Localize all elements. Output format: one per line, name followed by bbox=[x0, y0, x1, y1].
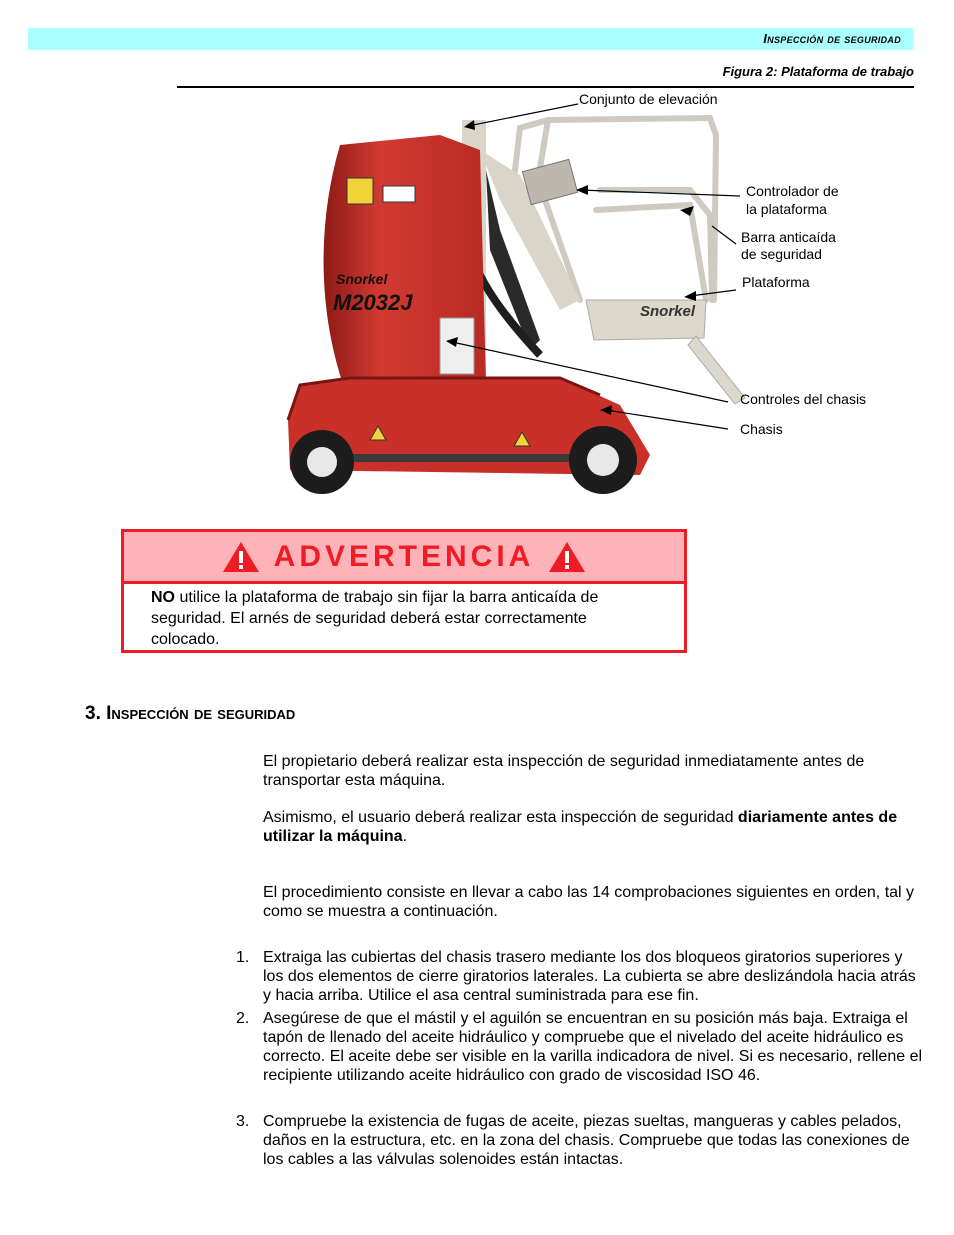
list-text: Extraiga las cubiertas del chasis trasero mediante los dos bloqueos giratorios superiores y los dos elementos de cierre giratorios laterales. La cubierta se abre deslizándola hacia atrás y hacia arriba. Utilice el asa central suministrada para ese fin. bbox=[263, 949, 916, 1004]
warning-body: utilice la plataforma de trabajo sin fijar la barra anticaída de seguridad. El arnés de seguridad deberá estar correctamente colocado. bbox=[151, 589, 599, 648]
running-header: Inspección de seguridad bbox=[763, 31, 901, 46]
section-title: 3. Inspección de seguridad bbox=[85, 703, 296, 724]
label-controller-line1: Controlador de bbox=[746, 183, 839, 199]
body-brand-text: Snorkel bbox=[336, 271, 388, 287]
list-text: Compruebe la existencia de fugas de aceite, piezas sueltas, mangueras y cables pelados, daños en la estructura, etc. en la zona del chasis. Compruebe que todas las conexiones de los cables a las válvulas solenoides están intactas. bbox=[263, 1113, 910, 1168]
paragraph-user bbox=[263, 808, 923, 846]
warning-triangle-icon bbox=[548, 541, 586, 573]
paragraph-procedure: El procedimiento consiste en llevar a cabo las 14 comprobaciones siguientes en orden, tal y como se muestra a continuación. bbox=[263, 884, 915, 920]
paragraph-user-end: . bbox=[402, 828, 408, 845]
list-number: 1. bbox=[236, 949, 250, 966]
deck-brand-text: Snorkel bbox=[640, 303, 696, 320]
figure-caption: Figura 2: Plataforma de trabajo bbox=[722, 64, 914, 79]
label-bar-line1: Barra anticaída bbox=[741, 229, 836, 245]
paragraph-owner: El propietario deberá realizar esta inspección de seguridad inmediatamente antes de transportar esta máquina. bbox=[263, 753, 865, 789]
warning-triangle-icon bbox=[222, 541, 260, 573]
machine-illustration bbox=[0, 88, 954, 508]
label-controller-line2: la plataforma bbox=[746, 201, 827, 217]
label-platform: Plataforma bbox=[742, 274, 810, 290]
warning-text bbox=[124, 584, 684, 650]
machine-figure bbox=[0, 88, 954, 508]
label-chassis: Chasis bbox=[740, 421, 783, 437]
list-text: Asegúrese de que el mástil y el aguilón se encuentran en su posición más baja. Extraiga el tapón de llenado del aceite hidráulico y compruebe que el nivelado del aceite hidráulico es correcto. El aceite debe ser visible en la varilla indicadora de nivel. Si es necesario, rellene el recipiente utilizando aceite hidráulico con grado de viscosidad ISO 46. bbox=[263, 1010, 923, 1084]
label-bar-line2: de seguridad bbox=[741, 246, 822, 262]
warning-bold: NO bbox=[151, 589, 175, 606]
list-number: 2. bbox=[236, 1010, 250, 1027]
body-model-text: M2032J bbox=[333, 290, 413, 315]
label-lift: Conjunto de elevación bbox=[579, 91, 718, 107]
warning-title: ADVERTENCIA bbox=[273, 539, 535, 573]
platform-controller-box bbox=[522, 159, 577, 204]
warning-box bbox=[121, 529, 687, 653]
paragraph-user-bold: diariamente antes de utilizar la máquina bbox=[263, 809, 898, 845]
warning-header bbox=[124, 532, 684, 584]
paragraph-user-text: Asimismo, el usuario deberá realizar esta inspección de seguridad bbox=[263, 809, 738, 826]
list-number: 3. bbox=[236, 1113, 250, 1130]
label-chassis-controls: Controles del chasis bbox=[740, 391, 867, 407]
